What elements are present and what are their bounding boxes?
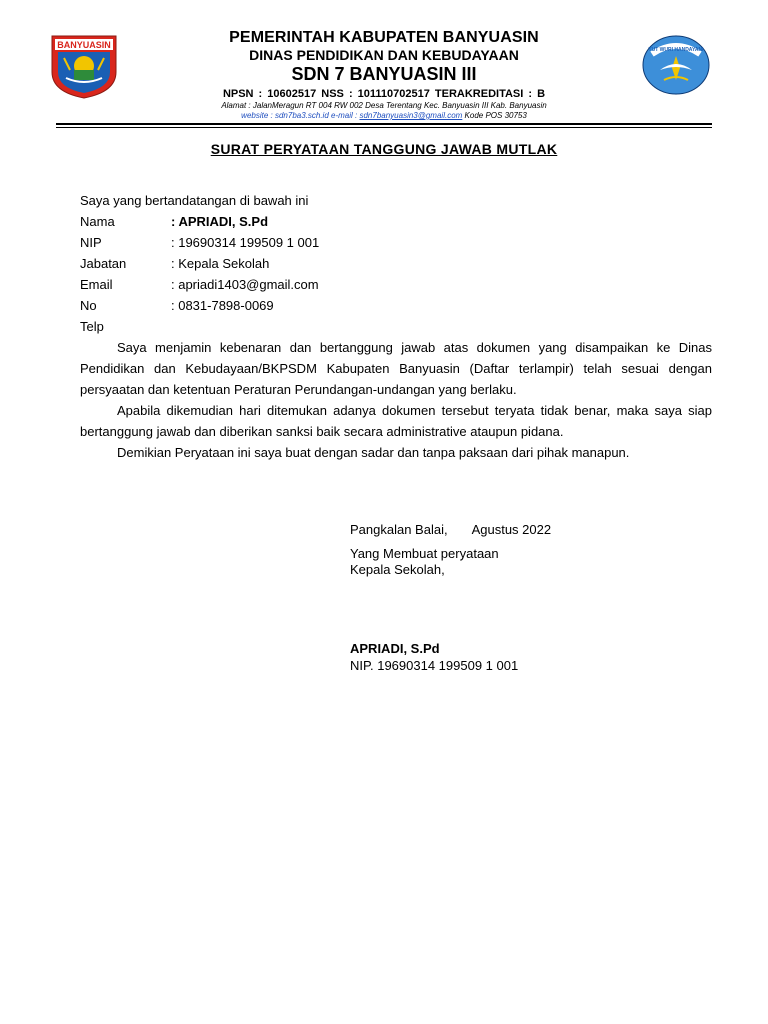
- field-label: NIP: [80, 235, 102, 250]
- letterhead-text: [150, 28, 618, 121]
- emblem-motto: TUT WURI HANDAYANI: [648, 47, 704, 53]
- school-website[interactable]: website : sdn7ba3.sch.id: [241, 111, 329, 120]
- signature-place-date: [350, 519, 710, 540]
- field-label: Email: [80, 277, 113, 292]
- email-label: e-mail :: [331, 111, 360, 120]
- document-title: SURAT PERYATAAN TANGGUNG JAWAB MUTLAK: [210, 141, 558, 157]
- field-value: : 19690314 199509 1 001: [171, 235, 320, 250]
- banyuasin-emblem-icon: [50, 34, 118, 100]
- postal-code: Kode POS 30753: [464, 111, 527, 120]
- statement-paragraph: Saya menjamin kebenaran dan bertanggung jawab atas dokumen yang disampaikan ke Dinas Pendidikan dan Kebudayaan/BKPSDM Kabupaten Banyuasin (Daftar terlampir) telah sesuai dengan persyaatan dan ketentuan Peraturan Perundangan-undangan yang berlaku.: [80, 340, 712, 397]
- department-name: DINAS PENDIDIKAN DAN KEBUDAYAAN: [249, 47, 519, 63]
- letterhead-divider: [56, 123, 712, 125]
- field-value: : APRIADI, S.Pd: [171, 214, 269, 229]
- statement-paragraph: Demikian Peryataan ini saya buat dengan sadar dan tanpa paksaan dari pihak manapun.: [117, 445, 630, 460]
- intro-text: Saya yang bertandatangan di bawah ini: [80, 193, 309, 208]
- tut-wuri-handayani-emblem-icon: [640, 34, 712, 96]
- school-address: Alamat : JalanMeragun RT 004 RW 002 Desa Terentang Kec. Banyuasin III Kab. Banyuasin: [221, 101, 547, 110]
- government-name: PEMERINTAH KABUPATEN BANYUASIN: [229, 29, 539, 46]
- statement-paragraph: Apabila dikemudian hari ditemukan adanya dokumen tersebut teryata tidak benar, maka saya siap bertanggung jawab dan diberikan sanksi baik secara administrative ataupun pidana.: [80, 403, 712, 439]
- field-label: Nama: [80, 214, 115, 229]
- field-value: : apriadi1403@gmail.com: [171, 277, 319, 292]
- letterhead: [0, 0, 768, 130]
- school-identifiers: NPSN : 10602517 NSS : 101110702517 TERAKREDITASI : B: [222, 88, 546, 100]
- emblem-label: BANYUASIN: [57, 40, 111, 50]
- school-contact: [150, 111, 618, 121]
- letterhead-divider-thin: [56, 127, 712, 128]
- school-email-link[interactable]: sdn7banyuasin3@gmail.com: [359, 111, 463, 120]
- school-name: SDN 7 BANYUASIN III: [291, 64, 477, 84]
- field-value: : Kepala Sekolah: [171, 256, 270, 271]
- signature-place: Pangkalan Balai,: [350, 522, 448, 537]
- signatory-nip: NIP. 19690314 199509 1 001: [350, 658, 519, 673]
- signature-caption: [350, 546, 710, 578]
- signature-position: Kepala Sekolah,: [350, 562, 445, 577]
- signature-block: [350, 519, 710, 578]
- signature-maker: Yang Membuat peryataan: [350, 546, 499, 561]
- field-label: Jabatan: [80, 256, 127, 271]
- signature-date: Agustus 2022: [471, 522, 552, 537]
- signatory-name: APRIADI, S.Pd: [350, 641, 440, 656]
- field-value: : 0831-7898-0069: [171, 298, 274, 313]
- field-label: No Telp: [80, 298, 104, 334]
- statement-body: [80, 337, 712, 463]
